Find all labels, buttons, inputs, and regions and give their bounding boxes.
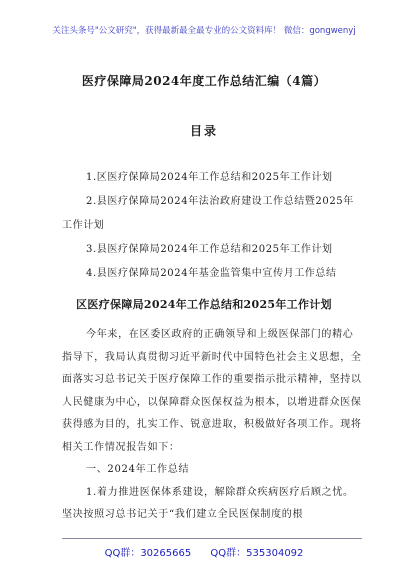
document-title: 医疗保障局2024年度工作总结汇编（4篇） [81,74,327,88]
body-text [62,324,362,527]
toc-heading: 目录 [189,124,218,138]
footer-qq-group-2: QQ群：535304092 [210,548,304,559]
toc-item: 4.县医疗保障局2024年基金监管集中宣传月工作总结 [86,268,337,279]
header-note: 关注头条号"公文研究"，获得最新最全最专业的公文资料库！ 微信：gongwenyj [52,26,356,36]
toc-item: 1.区医疗保障局2024年工作总结和2025年工作计划 [86,172,333,183]
body-paragraph: 1.着力推进医保体系建设，解除群众疾病医疗后顾之忧。坚决按照习总书记关于“我们建立全民医保制度的根 [62,486,354,520]
footer-divider [62,538,362,539]
subheading: 一、2024年工作总结 [86,464,190,475]
footer [0,544,408,559]
toc-item: 2.县医疗保障局2024年法治政府建设工作总结暨2025年工作计划 [62,196,354,231]
table-of-contents [62,166,362,286]
footer-qq-group-1: QQ群：30265665 [104,548,192,559]
toc-item: 3.县医疗保障局2024年工作总结和2025年工作计划 [86,244,333,255]
section-title: 区医疗保障局2024年工作总结和2025年工作计划 [76,298,332,311]
body-paragraph: 今年来，在区委区政府的正确领导和上级医保部门的精心指导下，我局认真贯彻习近平新时代中国特色社会主义思想，全面落实习总书记关于医疗保障工作的重要指示批示精神，坚持以人民健康为中心，以保障群众医保权益为根本，以增进群众医保获得感为目的，扎实工作、锐意进取，积极做好各项工作。现将相关工作情况报告如下： [62,329,362,453]
